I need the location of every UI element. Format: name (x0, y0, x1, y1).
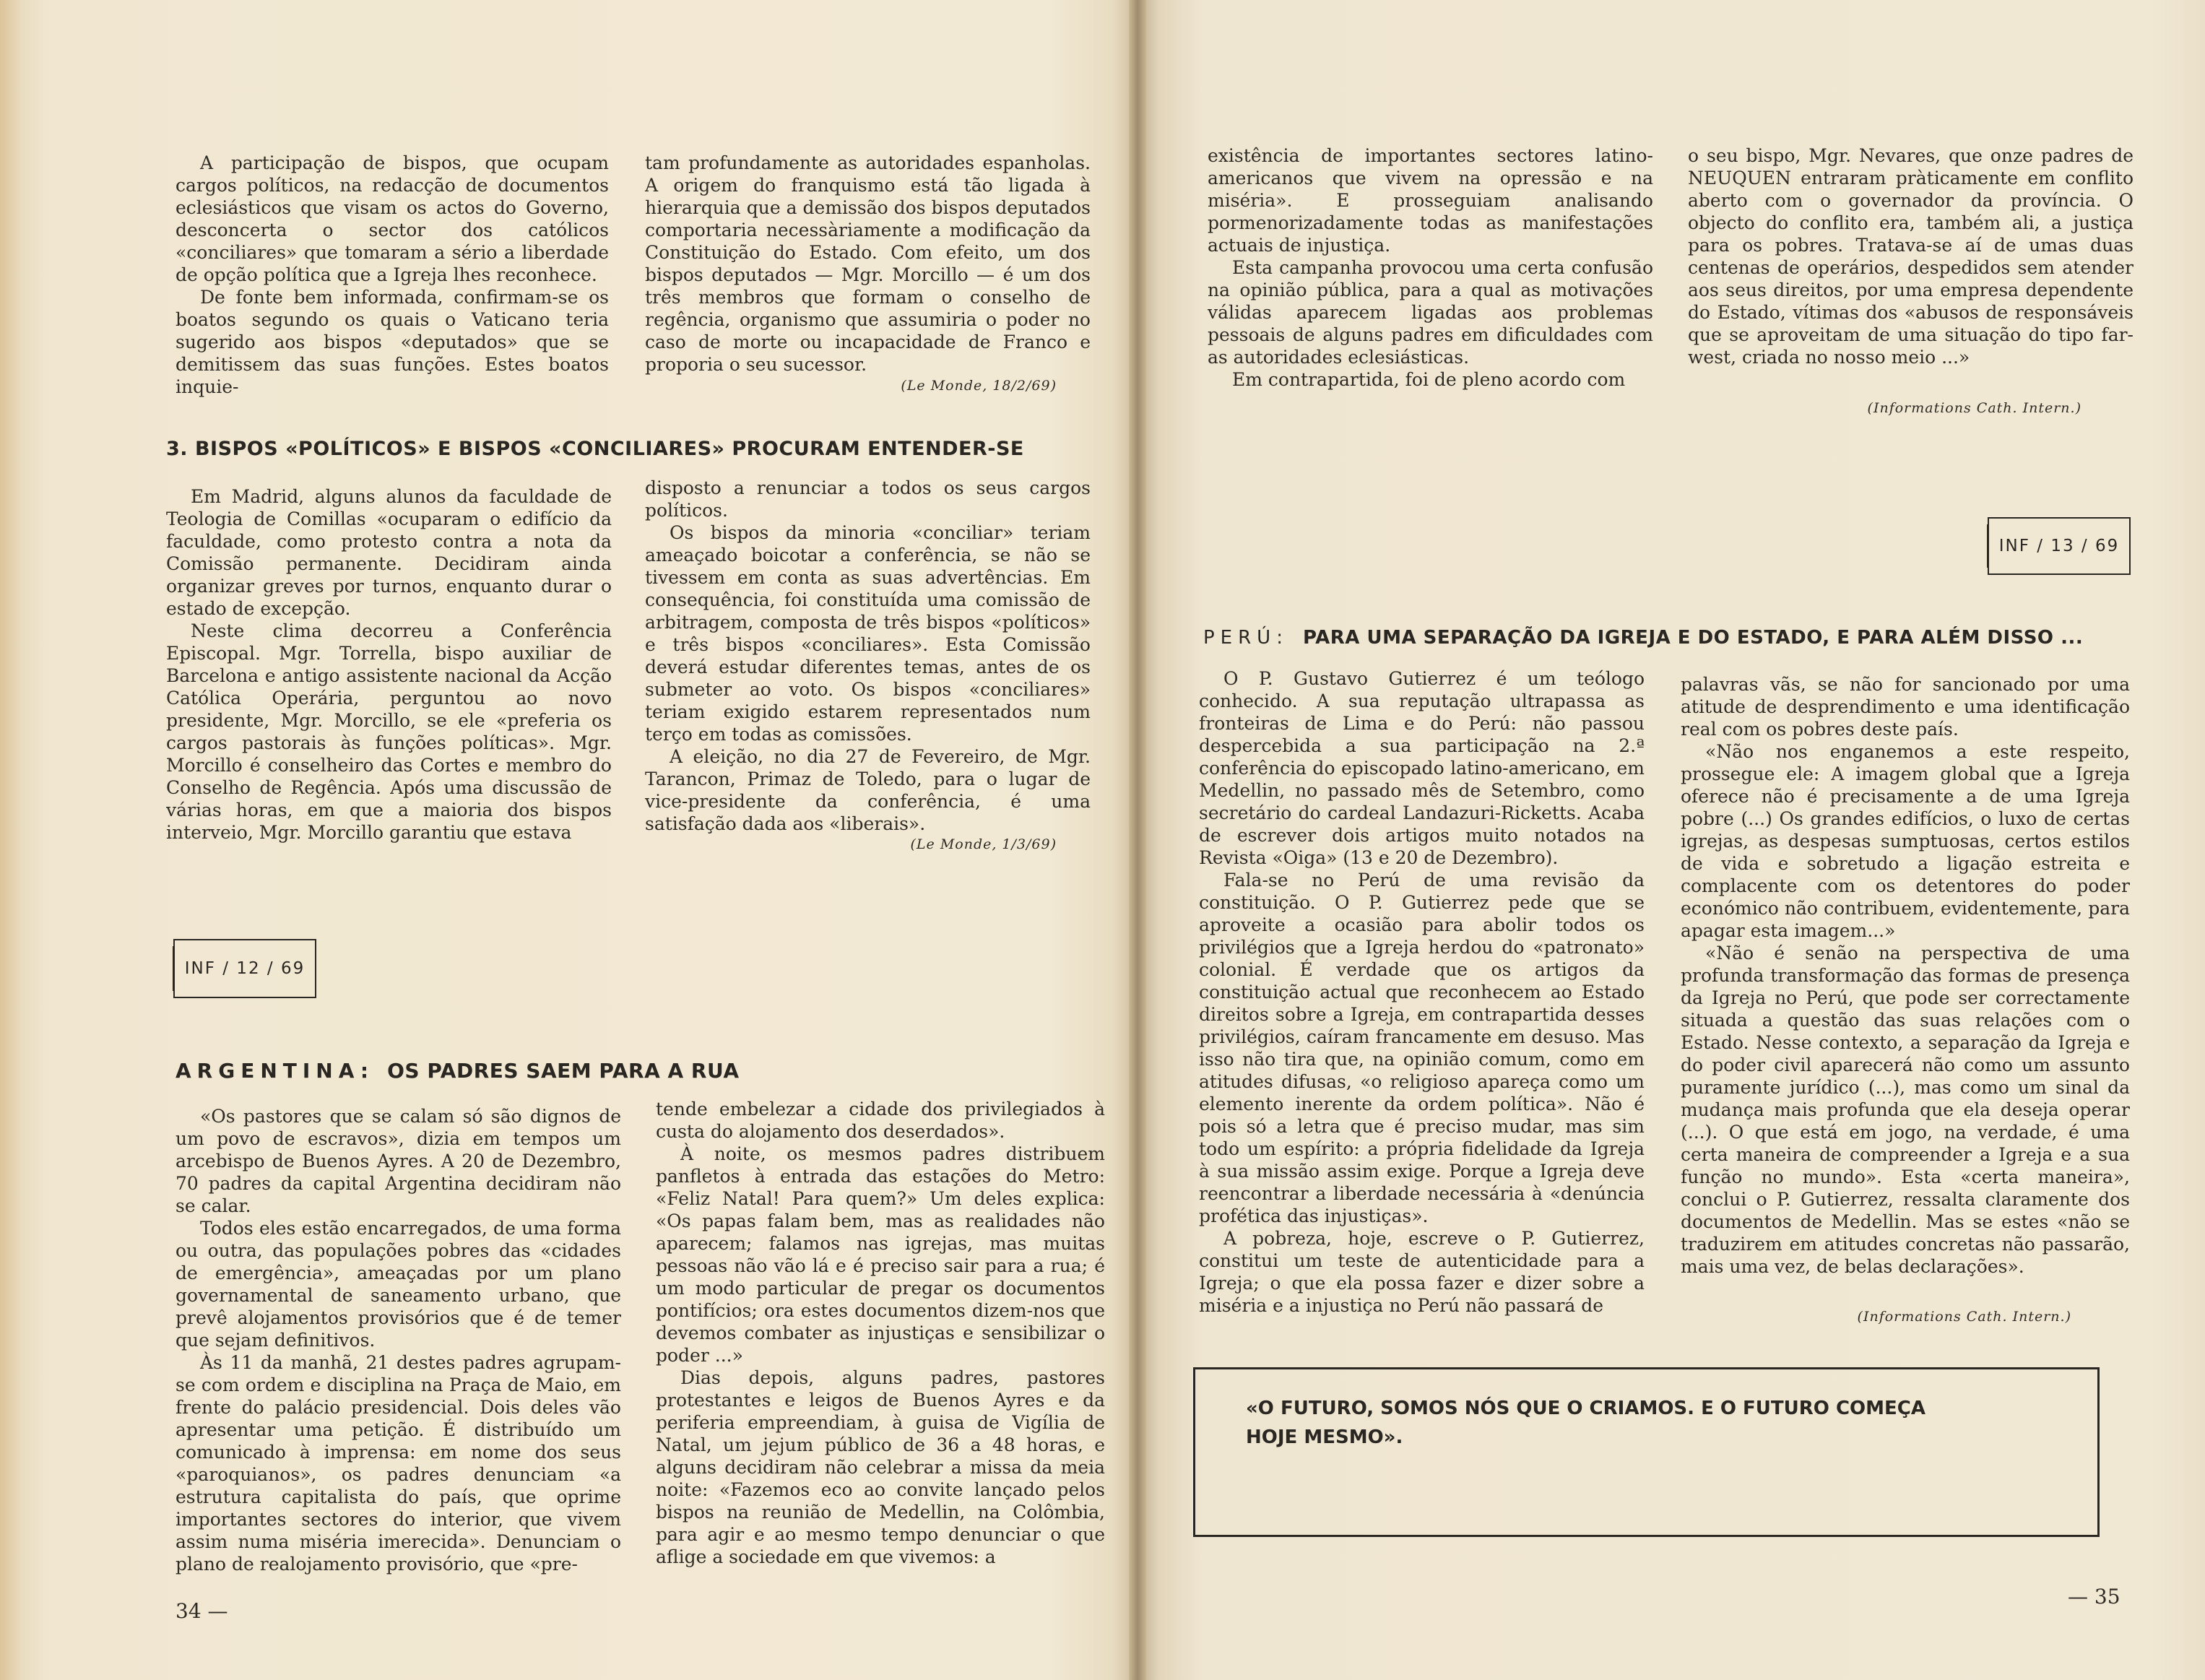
peru-column-2 (1681, 673, 2130, 1278)
quote-line: HOJE MESMO». (1246, 1426, 1403, 1448)
quote-line: «O FUTURO, SOMOS NÓS QUE O CRIAMOS. E O FUTURO COMEÇA (1246, 1398, 1925, 1419)
paragraph: Neste clima decorreu a Conferência Episcopal. Mgr. Torrella, bispo auxiliar de Barcelona e antigo assistente nacional da Acção Católica Operária, perguntou ao novo presidente, Mgr. Morcillo, se ele «preferia os cargos pastorais às funções políticas». Mgr. Morcillo é conselheiro das Cortes e membro do Conselho de Regência. Após uma discussão de várias horas, em que a maioria dos bispos interveio, Mgr. Morcillo garantiu que estava (166, 620, 612, 843)
paragraph: Os bispos da minoria «conciliar» teriam ameaçado boicotar a conferência, se não se tivessem em conta as suas advertências. Em consequência, foi constituída uma comissão de arbitragem, composta de três bispos «políticos» e três bispos «conciliares». Esta Comissão deverá estudar diferentes temas, antes de os submeter ao voto. Os bispos «conciliares» teriam exigido estarem representados num terço em todas as comissões. (645, 522, 1091, 745)
argentina-column-1 (176, 1105, 621, 1575)
heading-country: ARGENTINA: (176, 1059, 375, 1083)
paragraph: tam profundamente as autoridades espanholas. A origem do franquismo está tão ligada à hierarquia que a demissão dos bispos deputados comportaria necessàriamente a modificação da Constituição do Estado. Com efeito, um dos bispos deputados — Mgr. Morcillo — é um dos três membros que formam o conselho de regência, organismo que assumiria o poder no caso de morte ou incapacidade de Franco e proporia o seu sucessor. (645, 152, 1091, 375)
source-citation: (Le Monde, 1/3/69) (910, 836, 1057, 852)
right-top-column-2 (1688, 144, 2133, 368)
page-number: 34 — (176, 1599, 228, 1623)
paragraph: O P. Gustavo Gutierrez é um teólogo conhecido. A sua reputação ultrapassa as fronteiras de Lima e do Perú: não passou despercebida a sua participação na 2.ª conferência do episcopado latino-americano, em Medellin, no passado mês de Setembro, como secretário do cardeal Landazuri-Ricketts. Acaba de escrever dois artigos muito notados na Revista «Oiga» (13 e 20 de Dezembro). (1199, 668, 1645, 868)
section3-column-1 (166, 485, 612, 844)
inf-reference-box: INF / 13 / 69 (1988, 517, 2131, 575)
paragraph: Às 11 da manhã, 21 destes padres agrupam-se com ordem e disciplina na Praça de Maio, em frente do palácio presidencial. Dois deles vão apresentar uma petição. É distribuído um comunicado à imprensa: em nome dos seus «paroquianos», os padres denunciam «a estrutura capitalista do país, que oprime importantes sectores do interior, que vivem assim numa miséria imerecida». Denunciam o plano de realojamento provisório, que «pre- (176, 1352, 621, 1575)
paragraph: Fala-se no Perú de uma revisão da constituição. O P. Gutierrez pede que se aproveite a ocasião para abolir todos os privilégios que a Igreja herdou do «patronato» colonial. É verdade que os artigos da constituição actual que reconhecem ao Estado direitos sobre a Igreja, em contrapartida desses privilégios, caíram francamente em desuso. Mas isso não tira que, na opinião comum, como em atitudes difusas, «o religioso apareça como um elemento inerente da ordem política». Não é pois só a letra que é preciso mudar, mas sim todo um espírito: a própria fidelidade da Igreja à sua missão assim exige. Porque a Igreja deve reencontrar a liberdade necessária à «denúncia profética das injustiças». (1199, 870, 1645, 1226)
left-top-column-1 (176, 152, 609, 398)
paragraph: A participação de bispos, que ocupam cargos políticos, na redacção de documentos eclesiásticos que visam os actos do Governo, desconcerta o sector dos católicos «conciliares» que tomaram a sério a liberdade de opção política que a Igreja lhes reconhece. (176, 152, 609, 285)
paragraph: A pobreza, hoje, escreve o P. Gutierrez, constitui um teste de autenticidade para a Igreja; o que ela possa fazer e dizer sobre a miséria e a injustiça no Perú não passará de (1199, 1228, 1645, 1316)
quote-box (1193, 1367, 2100, 1537)
source-citation: (Le Monde, 18/2/69) (901, 378, 1057, 394)
source-citation: (Informations Cath. Intern.) (1867, 400, 2081, 416)
paragraph: existência de importantes sectores latino-americanos que vivem na opressão e na miséria». E prosseguiam analisando pormenorizadamente todas as manifestações actuais de injustiça. (1208, 145, 1653, 256)
paragraph: De fonte bem informada, confirmam-se os boatos segundo os quais o Vaticano teria sugerido aos bispos «deputados» que se demitissem das suas funções. Estes boatos inquie- (176, 287, 609, 397)
peru-column-1 (1199, 667, 1645, 1317)
book-gutter (1129, 0, 1146, 1680)
paragraph: o seu bispo, Mgr. Nevares, que onze padres de NEUQUEN entraram pràticamente em conflito aberto com o governador da província. O objecto do conflito era, também ali, a justiça para os pobres. Tratava-se aí de umas duas centenas de operários, despedidos sem atender aos seus direitos, por uma empresa dependente do Estado, vítimas dos «abusos de responsáveis que se aproveitam de uma situação do tipo far-west, criada no nosso meio ...» (1688, 145, 2133, 368)
section3-column-2 (645, 477, 1091, 835)
paragraph: «Não nos enganemos a este respeito, prossegue ele: A imagem global que a Igreja oferece não é precisamente a de uma Igreja pobre (...) Os grandes edifícios, o luxo de certas igrejas, as despesas sumptuosas, certos estilos de vida e sobretudo a ligação estreita e complacente com os detentores do poder económico não contribuem, evidentemente, para apagar esta imagem...» (1681, 741, 2130, 941)
heading-country: PERÚ: (1203, 627, 1288, 649)
paragraph: Em contrapartida, foi de pleno acordo com (1232, 369, 1626, 390)
paragraph: Esta campanha provocou uma certa confusão na opinião pública, para a qual as motivações válidas aparecem ligadas aos problemas pessoais de alguns padres em dificuldades com as autoridades eclesiásticas. (1208, 257, 1653, 368)
page-number: — 35 (2068, 1585, 2120, 1608)
section-heading-argentina (176, 1059, 740, 1083)
inf-reference-box: INF / 12 / 69 (173, 939, 316, 998)
section-heading-3: 3. BISPOS «POLÍTICOS» E BISPOS «CONCILIARES» PROCURAM ENTENDER-SE (166, 438, 1024, 460)
paragraph: palavras vãs, se não for sancionado por uma atitude de desprendimento e uma identificação real com os pobres deste país. (1681, 674, 2130, 740)
paragraph: Dias depois, alguns padres, pastores protestantes e leigos de Buenos Ayres e da periferia empreendiam, à guisa de Vigília de Natal, um jejum público de 36 a 48 horas, e alguns decidiram não celebrar a missa da meia noite: «Fazemos eco ao convite lançado pelos bispos na reunião de Medellin, na Colômbia, para agir e ao mesmo tempo denunciar o que aflige a sociedade em que vivemos: a (656, 1367, 1105, 1567)
source-citation: (Informations Cath. Intern.) (1857, 1309, 2071, 1325)
section-heading-peru (1203, 627, 2083, 649)
paragraph: Todos eles estão encarregados, de uma forma ou outra, das populações pobres das «cidades de emergência», ameaçadas por um plano governamental de saneamento urbano, que prevê alojamentos provisórios que é de temer que sejam definitivos. (176, 1218, 621, 1351)
heading-title: OS PADRES SAEM PARA A RUA (387, 1059, 740, 1083)
paragraph: «Os pastores que se calam só são dignos de um povo de escravos», dizia em tempos um arcebispo de Buenos Ayres. A 20 de Dezembro, 70 padres da capital Argentina decidiram não se calar. (176, 1106, 621, 1216)
right-page (1138, 0, 2205, 1680)
argentina-column-2 (656, 1098, 1105, 1568)
paragraph: disposto a renunciar a todos os seus cargos políticos. (645, 477, 1091, 521)
left-top-column-2 (645, 152, 1091, 376)
paragraph: «Não é senão na perspectiva de uma profunda transformação das formas de presença da Igreja no Perú, que pode ser correctamente situada a questão das suas relações com o Estado. Nesse contexto, a separação da Igreja e do poder civil aparecerá não como um assunto puramente jurídico (...), mas como um sinal da mudança mais profunda que ela deseja operar (...). O que está em jogo, na verdade, é uma certa maneira de compreender a Igreja e a sua função no mundo». Esta «certa maneira», conclui o P. Gutierrez, ressalta claramente dos documentos de Medellin. Mas se estes «não se traduzirem em atitudes concretas não passarão, mais uma vez, de belas declarações». (1681, 943, 2130, 1277)
right-top-column-1 (1208, 144, 1653, 391)
paragraph: À noite, os mesmos padres distribuem panfletos à entrada das estações do Metro: «Feliz Natal! Para quem?» Um deles explica: «Os papas falam bem, mas as realidades não aparecem; falamos nas igrejas, mas muitas pessoas não vão lá e é preciso sair para a rua; é um modo particular de pregar os documentos pontifícios; ora estes documentos dizem-nos que devemos combater as injustiças e sensibilizar o poder ...» (656, 1143, 1105, 1366)
heading-title: PARA UMA SEPARAÇÃO DA IGREJA E DO ESTADO, E PARA ALÉM DISSO ... (1302, 627, 2084, 649)
paragraph: A eleição, no dia 27 de Fevereiro, de Mgr. Tarancon, Primaz de Toledo, para o lugar de vice-presidente da conferência, é uma satisfação dada aos «liberais». (645, 746, 1091, 834)
paragraph: tende embelezar a cidade dos privilegiados à custa do alojamento dos deserdados». (656, 1099, 1105, 1142)
paragraph: Em Madrid, alguns alunos da faculdade de Teologia de Comillas «ocuparam o edifício da faculdade, como protesto contra a nota da Comissão permanente. Decidiram ainda organizar greves por turnos, enquanto durar o estado de excepção. (166, 486, 612, 619)
